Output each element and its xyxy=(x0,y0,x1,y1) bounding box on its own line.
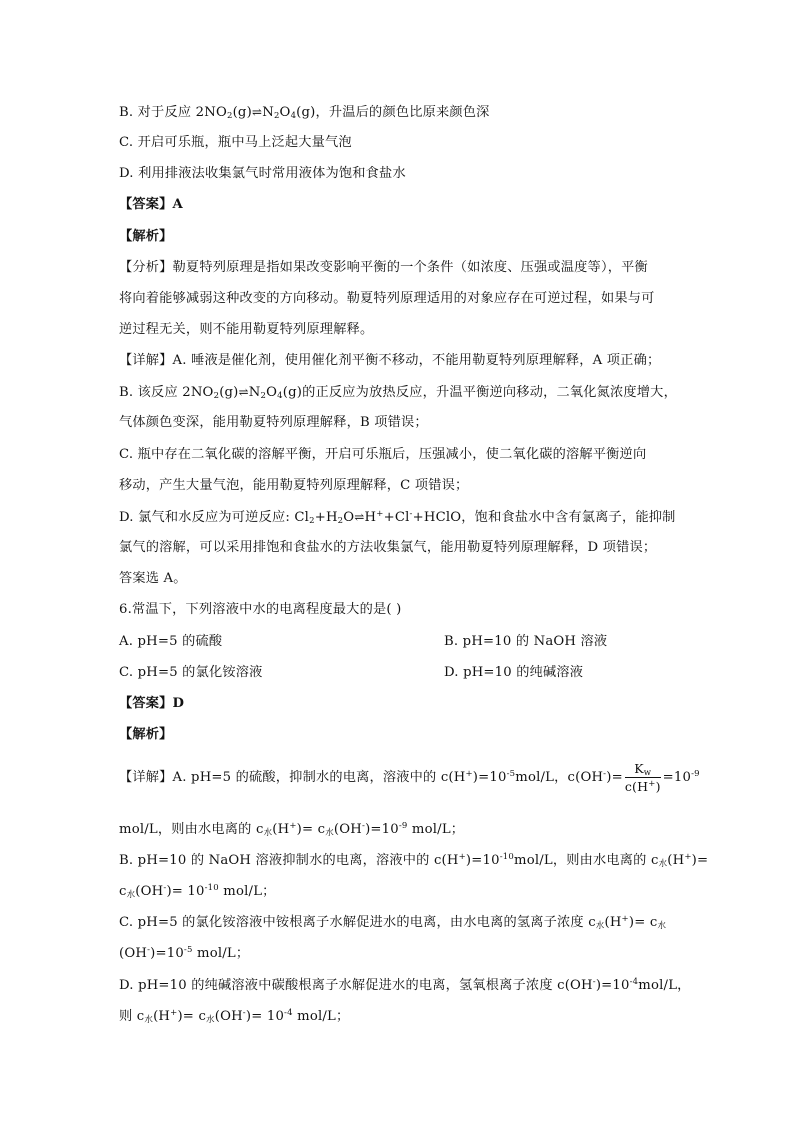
q5-conclusion: 答案选 A。 xyxy=(119,571,187,586)
q6-option-a: A. pH=5 的硫酸 xyxy=(119,634,223,649)
q6-detail-b-line-1: B. pH=10 的 NaOH 溶液抑制水的电离，溶液中的 $c(H^+)=10^{-10}mol/L$，则由水电离的 $c_水(H^+)=$ xyxy=(119,852,709,869)
q6-detail-c-line-1: C. pH=5 的氯化铵溶液中铵根离子水解促进水的电离，由水电离的氢离子浓度 $c_水(H^+)= c_水$ xyxy=(119,914,667,931)
q5-detail-c-line-2: 移动，产生大量气泡，能用勒夏特列原理解释，C 项错误； xyxy=(119,478,469,493)
q6-detail-a-line-1: 【详解】A. pH=5 的硫酸，抑制水的电离，溶液中的 $c(H^+)=10^{-5}mol/L$，c(OH-)= $\frac{K_w}{c(H^+)}$ $=10^{-9}$ xyxy=(119,761,700,794)
q6-detail-a-line-2: mol/L，则由水电离的 $c_水(H^+)= c_水(OH^-)=10^{-9}$ mol/L； xyxy=(119,821,465,838)
q6-detail-d-line-1: D. pH=10 的纯碱溶液中碳酸根离子水解促进水的电离，氢氧根离子浓度 $c(OH^-)=10^{-4}mol/L$， xyxy=(119,977,691,993)
q5-detail-d-line-2: 氯气的溶解，可以采用排饱和食盐水的方法收集氯气，能用勒夏特列原理解释，D 项错误； xyxy=(119,540,657,555)
q6-analysis-label: 【解析】 xyxy=(119,727,173,742)
q6-question: 6.常温下，下列溶液中水的电离程度最大的是( ) xyxy=(119,602,402,617)
q5-option-b: B. 对于反应 $2NO_2(g)\rightleftharpoons N_2O_4(g)$，升温后的颜色比原来颜色深 xyxy=(119,105,490,121)
q6-answer: 【答案】D xyxy=(119,696,185,711)
q5-detail-b-line-1: B. 该反应 $2NO_2(g)\rightleftharpoons N_2O_4(g)$的正反应为放热反应，升温平衡逆向移动，二氧化氮浓度增大， xyxy=(119,385,677,401)
q6-option-d: D. pH=10 的纯碱溶液 xyxy=(444,665,584,680)
q6-option-b: B. pH=10 的 NaOH 溶液 xyxy=(444,634,608,649)
q6-option-c: C. pH=5 的氯化铵溶液 xyxy=(119,665,263,680)
q5-fenxi-line-2: 将向着能够减弱这种改变的方向移动。勒夏特列原理适用的对象应存在可逆过程，如果与可 xyxy=(119,291,655,306)
q6-detail-b-line-2: $c_水(OH^-)= 10^{-10}$ mol/L； xyxy=(119,883,276,900)
kw-fraction: $\frac{K_w}{c(H^+)}$ xyxy=(624,761,661,794)
q5-analysis-label: 【解析】 xyxy=(119,229,173,244)
q5-answer: 【答案】A xyxy=(119,197,183,212)
q5-option-c: C. 开启可乐瓶，瓶中马上泛起大量气泡 xyxy=(119,135,352,150)
q5-detail-b-line-2: 气体颜色变深，能用勒夏特列原理解释，B 项错误； xyxy=(119,415,428,430)
q6-detail-d-line-2: 则 $c_水(H^+)= c_水(OH^-)= 10^{-4}$ mol/L； xyxy=(119,1008,350,1025)
q5-fenxi-line-3: 逆过程无关，则不能用勒夏特列原理解释。 xyxy=(119,322,374,337)
q6-detail-c-line-2: $(OH^-)=10^{-5}$ mol/L； xyxy=(119,945,250,961)
q5-detail-d-line-1: D. 氯气和水反应为可逆反应: $Cl_2+H_2O\rightleftharpoons H^++Cl^-+HClO$，饱和食盐水中含有氯离子，能抑制 xyxy=(119,509,676,526)
q5-detail-c-line-1: C. 瓶中存在二氧化碳的溶解平衡，开启可乐瓶后，压强减小，使二氧化碳的溶解平衡逆向 xyxy=(119,447,647,462)
q5-fenxi-line-1: 【分析】勒夏特列原理是指如果改变影响平衡的一个条件（如浓度、压强或温度等），平衡 xyxy=(119,260,648,275)
q5-detail-a: 【详解】A. 唾液是催化剂，使用催化剂平衡不移动，不能用勒夏特列原理解释，A 项正确； xyxy=(119,353,661,368)
q5-option-d: D. 利用排液法收集氯气时常用液体为饱和食盐水 xyxy=(119,166,406,181)
